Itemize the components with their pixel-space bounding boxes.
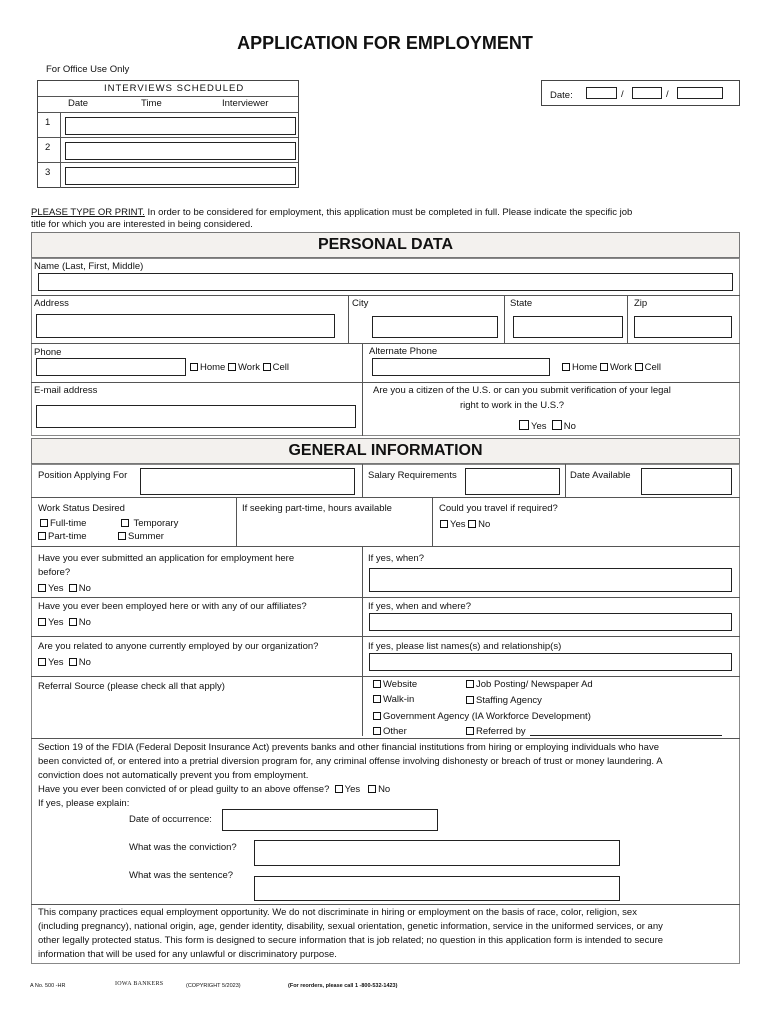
travel-yes-checkbox[interactable] (440, 520, 448, 528)
date-available-label: Date Available (570, 470, 631, 481)
fdia-text: been convicted of, or entered into a pretrial diversion program for, any criminal offense involving dishonesty or breach of trust or money laundering. A (38, 756, 663, 767)
city-field[interactable] (372, 316, 498, 338)
citizen-yes-checkbox[interactable] (519, 420, 529, 430)
citizen-no-checkbox[interactable] (552, 420, 562, 430)
form-number: A No. 500 -HR (30, 983, 66, 989)
referred-by-line[interactable] (530, 735, 722, 736)
full-time-label: Full-time (50, 518, 87, 529)
phone-field[interactable] (36, 358, 186, 376)
travel-no-checkbox[interactable] (468, 520, 476, 528)
interview-2-field[interactable] (65, 142, 296, 160)
eeo-text: (including pregnancy), national origin, age, gender identity, disability, sexual orientation, genetic information, service in the uniformed services, or any (38, 921, 663, 932)
alt-cell-option-label: Cell (644, 362, 661, 373)
website-label: Website (383, 679, 418, 690)
walk-in-label: Walk-in (383, 694, 415, 705)
citizen-no-label: No (563, 421, 576, 432)
office-use-label: For Office Use Only (46, 64, 130, 75)
referred-by-label: Referred by (476, 726, 526, 737)
instructions-text: In order to be considered for employment, this application must be completed in full. Please indicate the specific job (144, 207, 633, 218)
referral-staffing-option (466, 695, 542, 706)
employed-no-checkbox[interactable] (69, 618, 77, 626)
date-box (541, 80, 740, 106)
eeo-text: information that will be used for any unlawful or discriminatory purpose. (38, 949, 337, 960)
row-number: 2 (45, 142, 51, 153)
work-option-label: Work (237, 362, 260, 373)
walk-in-checkbox[interactable] (373, 695, 381, 703)
personal-data-heading: PERSONAL DATA (31, 232, 740, 258)
home-checkbox[interactable] (190, 363, 198, 371)
citizen-yes-label: Yes (531, 421, 547, 432)
col-time: Time (141, 98, 162, 109)
position-field[interactable] (140, 468, 355, 495)
citizen-question-line2: right to work in the U.S.? (460, 400, 565, 411)
summer-label: Summer (128, 531, 164, 542)
employed-here-question: Have you ever been employed here or with any of our affiliates? (38, 601, 307, 612)
alt-home-checkbox[interactable] (562, 363, 570, 371)
prev-app-yes-checkbox[interactable] (38, 584, 46, 592)
date-separator: / (621, 89, 624, 100)
alt-work-option-label: Work (609, 362, 632, 373)
related-question: Are you related to anyone currently employed by our organization? (38, 641, 319, 652)
interview-3-field[interactable] (65, 167, 296, 185)
travel-yes-label: Yes (450, 519, 466, 530)
temporary-option (121, 518, 178, 529)
interview-1-field[interactable] (65, 117, 296, 135)
travel-label: Could you travel if required? (439, 503, 558, 514)
employed-here-options (38, 617, 91, 628)
referral-walk-in-option (373, 694, 414, 705)
prev-app-no-label: No (78, 583, 91, 594)
zip-field[interactable] (634, 316, 732, 338)
referral-job-posting-option (466, 679, 593, 690)
home-option-label: Home (200, 362, 226, 373)
alt-phone-field[interactable] (372, 358, 550, 376)
date-separator: / (666, 89, 669, 100)
convicted-no-label: No (378, 784, 391, 795)
summer-checkbox[interactable] (118, 532, 126, 540)
referral-label: Referral Source (please check all that apply) (38, 681, 225, 692)
when-where-field[interactable] (369, 613, 732, 631)
eeo-text: other legally protected status. This form is designed to secure information that is job related; no question in this application form is intended to secure (38, 935, 664, 946)
address-label: Address (34, 298, 69, 309)
instructions-emphasis: PLEASE TYPE OR PRINT. (31, 207, 145, 218)
position-label: Position Applying For (38, 470, 128, 481)
part-time-hours-field[interactable] (242, 515, 427, 535)
prev-app-yes-label: Yes (48, 583, 64, 594)
col-date: Date (68, 98, 89, 109)
prev-app-question-line2: before? (38, 567, 71, 578)
related-no-label: No (78, 657, 91, 668)
copyright: (COPYRIGHT 5/2023) (186, 983, 241, 989)
convicted-question (38, 784, 390, 795)
email-label: E-mail address (34, 385, 98, 396)
name-field[interactable] (38, 273, 733, 291)
convicted-question-text: Have you ever been convicted of or plead guilty to an above offense? (38, 784, 330, 795)
address-field[interactable] (36, 314, 335, 338)
work-checkbox[interactable] (228, 363, 236, 371)
temporary-label: Temporary (133, 518, 179, 529)
phone-label: Phone (34, 347, 62, 358)
interviews-heading: INTERVIEWS SCHEDULED (104, 83, 245, 94)
general-info-heading: GENERAL INFORMATION (31, 438, 740, 464)
conviction-field[interactable] (254, 840, 620, 866)
travel-no-label: No (478, 519, 491, 530)
reorder-info: (For reorders, please call 1 -800-532-1423) (288, 983, 398, 989)
sentence-field[interactable] (254, 876, 620, 901)
temporary-checkbox[interactable] (121, 519, 129, 527)
related-names-field[interactable] (369, 653, 732, 671)
email-field[interactable] (36, 405, 356, 428)
date-month-field[interactable] (586, 87, 617, 99)
row-number: 1 (45, 117, 51, 128)
prev-app-options (38, 583, 91, 594)
part-time-label: Part-time (48, 531, 87, 542)
website-checkbox[interactable] (373, 680, 381, 688)
other-label: Other (383, 726, 407, 737)
full-time-option (40, 518, 86, 529)
related-names-label: If yes, please list names(s) and relationship(s) (368, 641, 562, 652)
gov-agency-checkbox[interactable] (373, 712, 381, 720)
part-time-checkbox[interactable] (38, 532, 46, 540)
conviction-label: What was the conviction? (129, 842, 237, 853)
date-year-field[interactable] (677, 87, 723, 99)
related-yes-label: Yes (48, 657, 64, 668)
citizen-options (519, 420, 576, 432)
employed-no-label: No (78, 617, 91, 628)
related-no-checkbox[interactable] (69, 658, 77, 666)
eeo-text: This company practices equal employment opportunity. We do not discriminate in hiring or employment on the basis of race, color, religion, sex (38, 907, 637, 918)
date-label: Date: (550, 90, 573, 101)
date-occurrence-label: Date of occurrence: (129, 814, 212, 825)
instructions (31, 207, 632, 218)
alt-home-option-label: Home (572, 362, 598, 373)
name-label: Name (Last, First, Middle) (34, 261, 144, 272)
cell-option-label: Cell (272, 362, 289, 373)
city-label: City (352, 298, 369, 309)
referral-website-option (373, 679, 417, 690)
other-checkbox[interactable] (373, 727, 381, 735)
interviews-table (37, 80, 299, 188)
state-label: State (510, 298, 533, 309)
explain-label: If yes, please explain: (38, 798, 130, 809)
fdia-text: conviction does not automatically prevent you from employment. (38, 770, 309, 781)
citizen-question: Are you a citizen of the U.S. or can you submit verification of your legal (373, 385, 671, 396)
salary-field[interactable] (465, 468, 560, 495)
date-occurrence-field[interactable] (222, 809, 438, 831)
row-number: 3 (45, 167, 51, 178)
fdia-text: Section 19 of the FDIA (Federal Deposit Insurance Act) prevents banks and other financial institutions from hiring or employing individuals who have (38, 742, 659, 753)
travel-options (440, 519, 490, 530)
prev-app-question: Have you ever submitted an application for employment here (38, 553, 295, 564)
prev-app-when-label: If yes, when? (368, 553, 424, 564)
cell-checkbox[interactable] (263, 363, 271, 371)
summer-option (118, 531, 164, 542)
related-yes-checkbox[interactable] (38, 658, 46, 666)
phone-type-options (190, 362, 289, 373)
salary-label: Salary Requirements (368, 470, 457, 481)
sentence-label: What was the sentence? (129, 870, 234, 881)
convicted-yes-checkbox[interactable] (335, 785, 343, 793)
when-where-label: If yes, when and where? (368, 601, 471, 612)
alt-cell-checkbox[interactable] (635, 363, 643, 371)
alt-phone-label: Alternate Phone (369, 346, 438, 357)
alt-phone-type-options (562, 362, 661, 373)
work-status-label: Work Status Desired (38, 503, 125, 514)
col-interviewer: Interviewer (222, 98, 269, 109)
date-available-field[interactable] (641, 468, 732, 495)
referred-by-checkbox[interactable] (466, 727, 474, 735)
prev-app-when-field[interactable] (369, 568, 732, 592)
convicted-yes-label: Yes (344, 784, 361, 795)
state-field[interactable] (513, 316, 623, 338)
date-day-field[interactable] (632, 87, 662, 99)
referral-referred-by-option (466, 726, 526, 737)
staffing-checkbox[interactable] (466, 696, 474, 704)
related-options (38, 657, 91, 668)
employed-yes-checkbox[interactable] (38, 618, 46, 626)
zip-label: Zip (634, 298, 648, 309)
referral-other-option (373, 726, 407, 737)
referral-gov-option (373, 711, 591, 722)
prev-app-no-checkbox[interactable] (69, 584, 77, 592)
gov-agency-label: Government Agency (IA Workforce Development) (383, 711, 591, 722)
instructions-line2: title for which you are interested in being considered. (31, 219, 253, 230)
alt-work-checkbox[interactable] (600, 363, 608, 371)
employed-yes-label: Yes (48, 617, 64, 628)
part-time-hours-label: If seeking part-time, hours available (242, 503, 392, 514)
staffing-label: Staffing Agency (476, 695, 542, 706)
job-posting-label: Job Posting/ Newspaper Ad (476, 679, 593, 690)
part-time-option (38, 531, 87, 542)
full-time-checkbox[interactable] (40, 519, 48, 527)
page-title: APPLICATION FOR EMPLOYMENT (237, 33, 533, 53)
job-posting-checkbox[interactable] (466, 680, 474, 688)
convicted-no-checkbox[interactable] (368, 785, 376, 793)
iowa-bankers-logo: IOWA BANKERS (115, 981, 164, 987)
